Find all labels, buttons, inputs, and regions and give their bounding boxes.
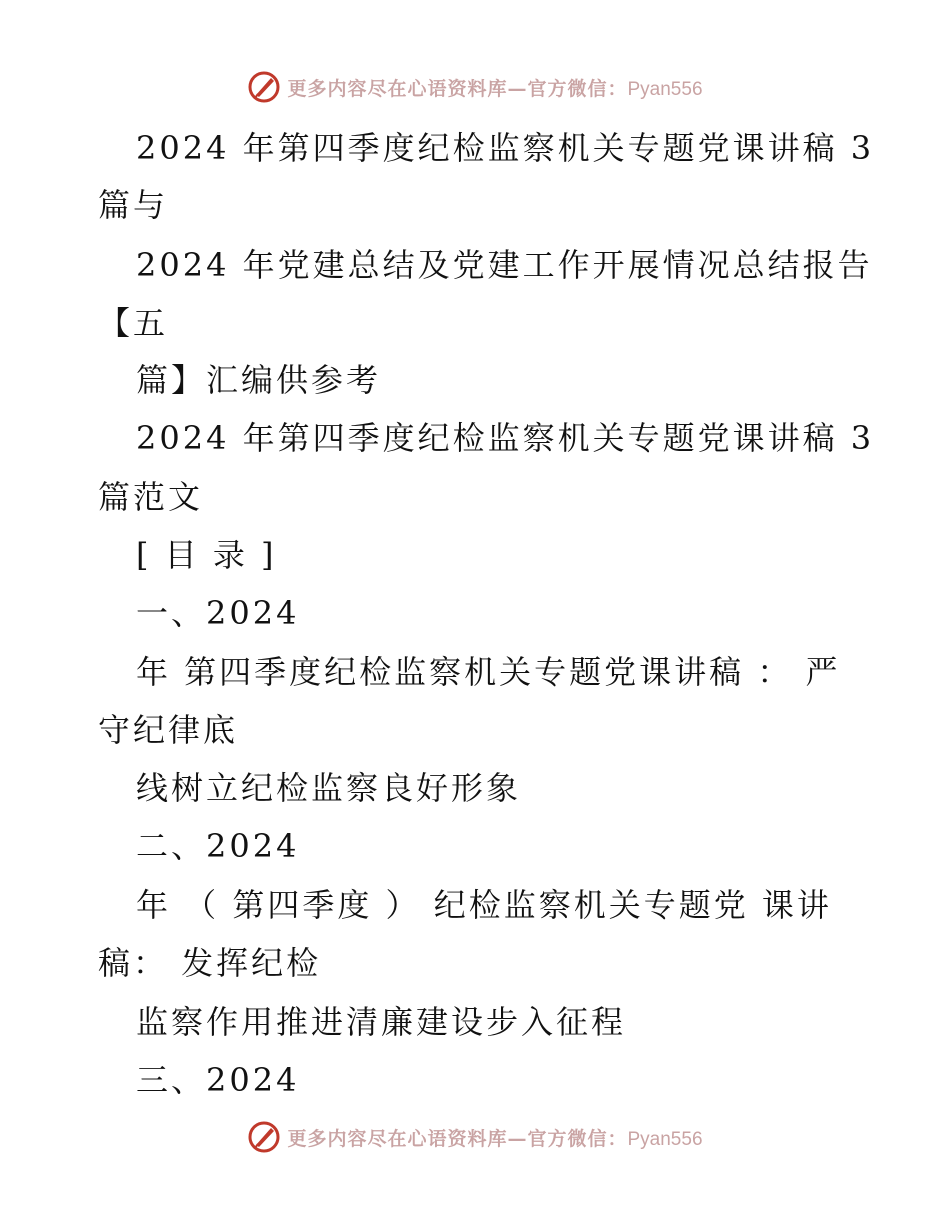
text-line-5: 篇】汇编供参考 bbox=[136, 361, 382, 399]
footer-handle: Pyan556 bbox=[627, 1128, 703, 1150]
text-line-13: 二、2024 bbox=[136, 827, 300, 865]
text-line-14: 年 （ 第四季度 ） 纪检监察机关专题党 课讲 bbox=[136, 886, 832, 924]
text-line-11: 守纪律底 bbox=[98, 711, 239, 749]
text-line-12: 线树立纪检监察良好形象 bbox=[136, 769, 522, 807]
page-footer-banner bbox=[0, 1120, 950, 1154]
text-line-2: 篇与 bbox=[98, 186, 169, 224]
header-text: 更多内容尽在心语资料库—官方微信：Pyan556 bbox=[287, 77, 703, 100]
text-line-1: 2024 年第四季度纪检监察机关专题党课讲稿 3 bbox=[136, 129, 875, 167]
feather-pen-logo-icon bbox=[247, 1120, 281, 1154]
text-line-6: 2024 年第四季度纪检监察机关专题党课讲稿 3 bbox=[136, 419, 875, 457]
text-line-10: 年 第四季度纪检监察机关专题党课讲稿 ： 严 bbox=[136, 653, 841, 691]
text-line-15: 稿： 发挥纪检 bbox=[98, 944, 322, 982]
text-line-9: 一、2024 bbox=[136, 594, 300, 632]
toc-heading: [ 目 录 ] bbox=[136, 536, 277, 574]
text-line-17: 三、2024 bbox=[136, 1061, 300, 1099]
header-handle: Pyan556 bbox=[627, 78, 703, 100]
text-line-16: 监察作用推进清廉建设步入征程 bbox=[136, 1003, 627, 1041]
footer-text: 更多内容尽在心语资料库—官方微信：Pyan556 bbox=[287, 1127, 703, 1150]
text-line-7: 篇范文 bbox=[98, 478, 204, 516]
text-line-4: 【五 bbox=[98, 304, 169, 342]
text-line-3: 2024 年党建总结及党建工作开展情况总结报告 bbox=[136, 246, 873, 284]
